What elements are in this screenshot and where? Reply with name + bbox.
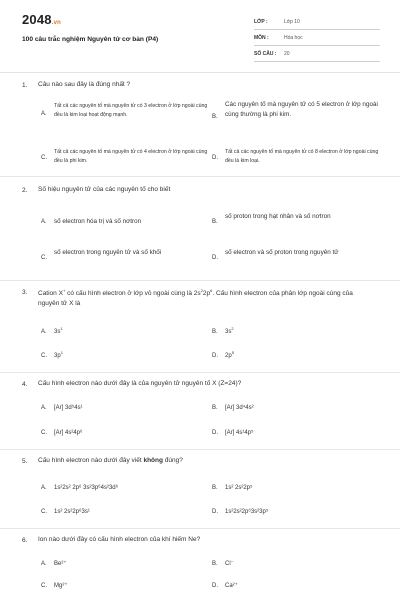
option-letter: A. (41, 405, 47, 411)
divider (0, 280, 400, 281)
option-text: $3s^1$ (54, 326, 63, 335)
option-text: số electron trong nguyên tử và số khối (54, 249, 162, 256)
option-letter: D. (212, 155, 218, 161)
option-letter: C. (41, 155, 47, 161)
question-text: Cấu hình electron nào dưới đây viết không đúng? (38, 457, 183, 464)
option-text: Các nguyên tố mà nguyên tử có 5 electron ở lớp ngoài cùng thường là phi kim. (225, 101, 378, 118)
meta-row-count (254, 46, 380, 62)
divider (0, 528, 400, 529)
option-text: Tất cả các nguyên tố mà nguyên tử có 3 electron ở lớp ngoài cùng đều là kim loại hoạt động mạnh. (54, 103, 208, 118)
question-number: 3. (22, 289, 28, 296)
option-text: Cl⁻ (225, 561, 234, 567)
option-text: [Ar] 3d⁴4s² (225, 405, 254, 411)
meta-value: 20 (284, 50, 290, 57)
option-letter: C. (41, 509, 47, 515)
option-letter: B. (212, 329, 218, 335)
meta-table (254, 14, 380, 62)
option-text: Ca²⁺ (225, 583, 238, 589)
option-text: số proton trong hạt nhân và số nơtron (225, 213, 331, 220)
brand-sub: .vn (51, 20, 62, 26)
option-text: số electron hóa trị và số nơtron (54, 218, 142, 225)
option-letter: D. (212, 255, 218, 261)
option-letter: D. (212, 430, 218, 436)
question-number: 6. (22, 537, 28, 544)
option-letter: B. (212, 114, 218, 120)
option-text: $3p^1$ (54, 350, 63, 359)
question-number: 4. (22, 381, 28, 388)
option-letter: C. (41, 430, 47, 436)
option-letter: B. (212, 485, 218, 491)
meta-key: LỚP : (254, 18, 268, 25)
option-text: Be²⁺ (54, 561, 67, 567)
option-text: 1s² 2s²2p⁵ (225, 485, 253, 491)
option-letter: A. (41, 111, 47, 117)
question-text: Câu nào sau đây là đúng nhất ? (38, 81, 131, 88)
option-letter: C. (41, 353, 47, 359)
question-text: Cation X+ có cấu hình electron ở lớp vỏ ngoài cùng là $2s^22p^6$. Cấu hình electron của phân lớp ngoài cùng của nguyên tử X là (38, 287, 353, 307)
option-text: Tất cả các nguyên tố mà nguyên tử có 8 electron ở lớp ngoài cùng đều là kim loại. (225, 149, 379, 164)
divider (0, 449, 400, 450)
option-text: 1s² 2s²2p⁶3s¹ (54, 509, 90, 515)
meta-row-subject (254, 30, 380, 46)
meta-key: MÔN : (254, 34, 269, 41)
option-text: 1s²2s² 2p⁶ 3s²3p⁶4s²3d⁶ (54, 485, 119, 491)
option-text: 1s²2s²2p⁶3s²3p⁵ (225, 509, 269, 515)
divider (0, 72, 400, 73)
option-letter: C. (41, 583, 47, 589)
meta-value: Lớp 10 (284, 18, 300, 25)
option-text: [Ar] 4s²4p⁶ (54, 430, 83, 436)
question-number: 1. (22, 82, 28, 89)
meta-row-class (254, 14, 380, 30)
option-letter: C. (41, 255, 47, 261)
divider (0, 372, 400, 373)
option-text: [Ar] 4s¹4p⁵ (225, 430, 254, 436)
question-number: 5. (22, 458, 28, 465)
option-letter: B. (212, 561, 218, 567)
option-text: $3s^2$ (225, 326, 234, 335)
option-letter: A. (41, 485, 47, 491)
option-letter: A. (41, 219, 47, 225)
question-text: Cấu hình electron nào dưới đây là của nguyên tử nguyên tố X (Z=24)? (38, 380, 242, 387)
page-header (0, 0, 400, 68)
option-letter: A. (41, 329, 47, 335)
meta-value: Hóa học (284, 34, 303, 41)
question-text: Ion nào dưới đây có cấu hình electron của khí hiếm Ne? (38, 536, 201, 543)
option-text: số electron và số proton trong nguyên tử (225, 249, 339, 256)
option-text: Mg²⁺ (54, 583, 68, 589)
option-text: $2p^5$ (225, 350, 234, 359)
option-text: Tất cả các nguyên tố mà nguyên tử có 4 electron ở lớp ngoài cùng đều là phi kim. (54, 149, 208, 164)
page-title: 100 câu trắc nghiệm Nguyên tử cơ bản (P4) (22, 36, 159, 43)
brand-main: 2048 (22, 12, 52, 27)
question-text: Số hiệu nguyên tử của các nguyên tố cho biết (38, 186, 171, 193)
option-text: [Ar] 3d⁹4s¹ (54, 405, 83, 411)
option-letter: D. (212, 509, 218, 515)
option-letter: D. (212, 583, 218, 589)
option-letter: D. (212, 353, 218, 359)
option-letter: A. (41, 561, 47, 567)
question-number: 2. (22, 187, 28, 194)
option-letter: B. (212, 405, 218, 411)
site-logo[interactable] (22, 12, 61, 27)
divider (0, 176, 400, 177)
meta-key: SỐ CÂU : (254, 50, 277, 57)
option-letter: B. (212, 219, 218, 225)
